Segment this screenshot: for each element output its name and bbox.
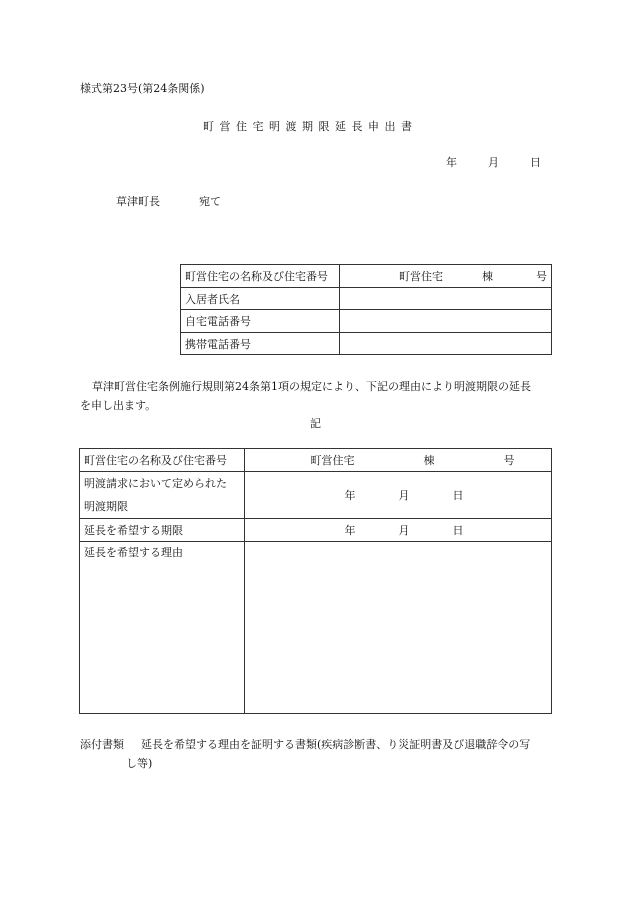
attachments-label: 添付書類 [80, 738, 124, 751]
detail-row3-value[interactable] [245, 519, 552, 542]
detail-row1-v1: 町営住宅 [310, 454, 355, 467]
addressee-mayor: 草津町長 [116, 195, 160, 208]
applicant-row1-value[interactable] [339, 265, 552, 288]
applicant-row4-value[interactable] [339, 333, 552, 355]
applicant-row1-v3: 号 [536, 270, 547, 283]
body-text-line1: 草津町営住宅条例施行規則第24条第1項の規定により、下記の理由により明渡期限の延長 [92, 380, 531, 393]
attachments-text-line1: 延長を希望する理由を証明する書類(疾病診断書、り災証明書及び退職辞令の写 [141, 738, 531, 751]
detail-row2-label-a: 明渡請求において定められた [84, 477, 227, 490]
detail-row2-month: 月 [398, 489, 410, 502]
detail-row2-year: 年 [344, 489, 356, 502]
detail-row3-year: 年 [344, 524, 356, 537]
detail-row4-value[interactable] [245, 542, 552, 714]
applicant-row2-value[interactable] [339, 288, 552, 310]
detail-row1-v2: 棟 [423, 454, 435, 467]
addressee [116, 193, 221, 209]
detail-row3-label: 延長を希望する期限 [80, 519, 245, 542]
applicant-row4-label: 携帯電話番号 [181, 333, 340, 355]
body-text-line2: を申し出ます。 [80, 399, 157, 412]
detail-row1-label: 町営住宅の名称及び住宅番号 [80, 449, 245, 472]
attachments-line1 [80, 736, 530, 752]
applicant-table [180, 264, 552, 355]
date-year: 年 [446, 156, 457, 169]
applicant-row1-v2: 棟 [482, 270, 493, 283]
detail-row1-v3: 号 [503, 454, 515, 467]
applicant-row3-value[interactable] [339, 310, 552, 333]
date-month: 月 [488, 156, 499, 169]
addressee-suffix: 宛て [199, 195, 221, 208]
applicant-row1-label: 町営住宅の名称及び住宅番号 [181, 265, 340, 288]
attachments-text-line2: し等) [126, 757, 153, 770]
ki-label: 記 [310, 417, 321, 430]
detail-row4-label: 延長を希望する理由 [80, 542, 245, 714]
detail-table [79, 448, 552, 714]
detail-row2-day: 日 [452, 489, 464, 502]
detail-row2-value[interactable] [245, 472, 552, 519]
date-line [446, 154, 541, 170]
page-title: 町 営 住 宅 明 渡 期 限 延 長 申 出 書 [203, 120, 413, 133]
detail-row3-month: 月 [398, 524, 410, 537]
detail-row3-day: 日 [452, 524, 464, 537]
form-number: 様式第23号(第24条関係) [80, 82, 205, 95]
applicant-row3-label: 自宅電話番号 [181, 310, 340, 333]
detail-row2-label-b: 明渡期限 [84, 500, 128, 513]
detail-row2-label [80, 472, 245, 519]
applicant-row2-label: 入居者氏名 [181, 288, 340, 310]
date-day: 日 [530, 156, 541, 169]
applicant-row1-v1: 町営住宅 [399, 270, 443, 283]
detail-row1-value[interactable] [245, 449, 552, 472]
